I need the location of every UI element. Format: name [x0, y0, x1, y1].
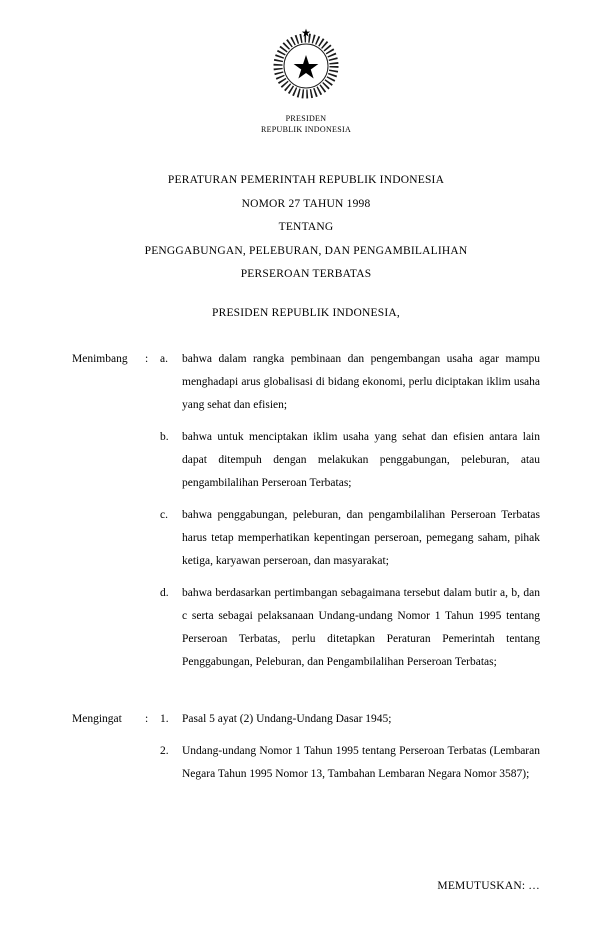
mengingat-item-1: [160, 708, 540, 731]
menimbang-item-c: [160, 504, 540, 573]
title-line-subject-2: PERSEROAN TERBATAS: [240, 268, 372, 280]
mengingat-section: [72, 708, 540, 786]
emblem-line-presiden: PRESIDEN: [285, 114, 327, 123]
mengingat-label: Mengingat: [72, 712, 122, 725]
item-marker: d.: [160, 586, 169, 599]
mengingat-colon: :: [145, 712, 149, 725]
presidential-emblem: [72, 26, 540, 135]
item-text: bahwa dalam rangka pembinaan dan pengembangan usaha agar mampu menghadapi arus globalisasi di bidang ekonomi, perlu diciptakan iklim usaha yang sehat dan efisien;: [182, 352, 540, 411]
title-line-nomor: NOMOR 27 TAHUN 1998: [241, 197, 371, 210]
item-marker: b.: [160, 430, 169, 443]
emblem-caption: [72, 113, 540, 135]
document-title-block: [72, 169, 540, 287]
item-text: Pasal 5 ayat (2) Undang-Undang Dasar 1945;: [182, 712, 392, 725]
item-marker: 1.: [160, 712, 169, 725]
menimbang-section: [72, 348, 540, 674]
emblem-line-republik-indonesia: REPUBLIK INDONESIA: [260, 125, 352, 134]
item-text: bahwa untuk menciptakan iklim usaha yang sehat dan efisien antara lain dapat ditempuh dengan melakukan penggabungan, peleburan, atau pengambilalihan Perseroan Terbatas;: [182, 430, 540, 489]
item-marker: c.: [160, 508, 168, 521]
menimbang-item-d: [160, 582, 540, 674]
item-text: bahwa berdasarkan pertimbangan sebagaimana tersebut dalam butir a, b, dan c serta sebagai pelaksanaan Undang-undang Nomor 1 Tahun 1995 tentang Perseroan Terbatas, perlu ditetapkan Peraturan Pemerintah tentang Penggabungan, Peleburan, dan Pengambilalihan Perseroan Terbatas;: [182, 586, 540, 668]
salutation: PRESIDEN REPUBLIK INDONESIA,: [211, 306, 400, 319]
mengingat-items: [160, 708, 540, 786]
item-marker: a.: [160, 352, 168, 365]
title-line-peraturan: PERATURAN PEMERINTAH REPUBLIK INDONESIA: [167, 174, 445, 186]
item-text: bahwa penggabungan, peleburan, dan pengambilalihan Perseroan Terbatas harus tetap memperhatikan kepentingan perseroan, pemegang saham, pihak ketiga, karyawan perseroan, dan masyarakat;: [182, 508, 540, 567]
item-marker: 2.: [160, 744, 169, 757]
title-line-tentang: TENTANG: [278, 221, 334, 233]
mengingat-item-2: [160, 740, 540, 786]
menimbang-label: Menimbang: [72, 352, 128, 365]
item-text: Undang-undang Nomor 1 Tahun 1995 tentang Perseroan Terbatas (Lembaran Negara Tahun 1995 Nomor 13, Tambahan Lembaran Negara Nomor 3587);: [182, 744, 540, 780]
menimbang-item-b: [160, 426, 540, 495]
menimbang-colon: :: [145, 352, 149, 365]
menimbang-item-a: [160, 348, 540, 417]
star-wreath-icon: [265, 26, 347, 104]
menimbang-items: [160, 348, 540, 674]
title-line-subject: PENGGABUNGAN, PELEBURAN, DAN PENGAMBILALIHAN: [144, 244, 468, 257]
page-continuation-memutuskan: MEMUTUSKAN: …: [437, 880, 540, 892]
